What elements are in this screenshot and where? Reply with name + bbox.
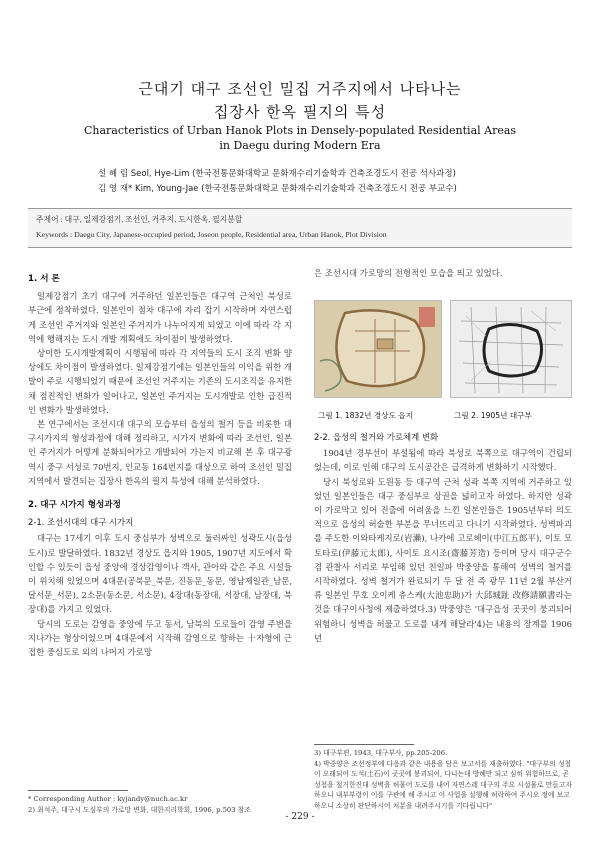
keywords-english: Keywords : Daegu City, Japanese-occupied period, Joseon people, Residential area, Urban Hanok, Plot Division bbox=[36, 230, 387, 239]
right-footnotes bbox=[314, 748, 572, 811]
paper-title-korean-line1: 근대기 대구 조선인 밀집 거주지에서 나타나는 bbox=[138, 80, 462, 98]
section-2-2-paragraph-2: 당시 북성로와 도원동 등 대구역 근처 성곽 북쪽 지역에 거주하고 있었던 일본인들은 대구 중심부로 상권을 넓히고자 하였다. 하지만 성곽이 가로막고 있어 진출에 어려움을 느낀 일본인들은 1905년부터 의도적으로 읍성의 허술한 부분을 무너뜨리고 다니기 시작하였다. 성벽파괴를 주도한 이와타케지로(岩瀨), 나카에 고로헤이(中江五郎平), 이토 모토타로(伊藤元太郎), 사이토 요시조(齋藤芳造) 등이며 당시 대구군수 겸 관찰사 서리로 부임해 있던 친일파 박중양을 통해여 성벽의 철거를 시작하였다. 성벽 철거가 완료되기 두 달 전 즉 광무 11년 2월 부산거류 일본인 무호 오이케 츄스케(大池忠助)가 大邱城趾 改修請願書라는 것을 대구이사청에 제출하였다.3) 박중양은 '대구읍성 곳곳이 붕괴되어 위험하니 성벽을 허물고 도로를 내게 해달라'4)는 내용의 장계를 1906년 bbox=[314, 476, 572, 643]
footnote-3: 3) 대구부편, 1943, 대구부사, pp.205-206. bbox=[314, 749, 448, 757]
section-2-2-heading: 2-2. 읍성의 철거와 가로체계 변화 bbox=[314, 432, 439, 442]
right-column bbox=[314, 428, 572, 645]
section-1-paragraph-2: 상이한 도시개발계획이 시행됨에 따라 각 지역들의 도시 조직 변화 양상에도 차이점이 발생하였다. 일제강점기에는 일본인들의 이익을 위한 개발이 주로 시행되었기 때문에 조선인 거주지는 기존의 도시조직을 유지한 채 점진적인 변화가 일어나고, 일본인 주거지는 도시개발로 인한 급진적인 변화가 발생하였다. bbox=[28, 348, 293, 415]
figure-2-map-image bbox=[450, 300, 572, 398]
left-column bbox=[28, 266, 292, 659]
footnote-4: 4) 박중양은 조선정부에 다음과 같은 내용을 담은 보고서를 제출하였다. "대구부의 성첩이 오래되어 도석(土石)이 곳곳에 붕괴되어, 다니는데 방해만 되고 심히 위험하므로, 곧 성첩을 철거한진대 성벽을 허물어 도로를 내어 자연스레 대구의 주요 시설물로 만들고자 하오니 내부부령이 이를 구관에 해 주시고 이 사업을 실행해 허락하여 주시오 정에 보고하오니 소상히 판단하시어 처분을 내려주시기를 기다립니다" bbox=[314, 759, 572, 810]
footnote-2: 2) 최석주, 대구시 도심부의 가로망 변화, 대한지리학회, 1996, p.503 참조 bbox=[28, 805, 251, 814]
section-2-1-paragraph-1: 대구는 17세기 이후 도시 중심부가 성벽으로 둘러싸인 성곽도시(읍성도시)로 발달하였다. 1832년 경상도 읍지와 1905, 1907년 지도에서 확인할 수 있듯이 읍성 중앙에 경상감영이나 객사, 관아와 같은 주요 시설들이 위치해 있었으며 4대문(공북문_북문, 진동문_동문, 영남제일관_남문, 달서문_서문), 2소문(동소문, 서소문), 4장대(동장대, 서장대, 남장대, 북장대)를 가지고 있었다. bbox=[28, 533, 292, 615]
keywords-korean: 주제어 : 대구, 일제강점기, 조선인, 거주지, 도시한옥, 필지분할 bbox=[36, 215, 243, 224]
right-column-intro bbox=[314, 266, 572, 280]
footnote-divider-right bbox=[314, 744, 414, 745]
figure-1-caption: 그림 1. 1832년 경상도 읍지 bbox=[318, 411, 413, 420]
author-2: 김 영 재* Kim, Young-Jae (한국전통문화대학교 문화재수리기술학과 건축조경도시 전공 부교수) bbox=[98, 184, 457, 194]
paper-title-korean-line2: 집장사 한옥 필지의 특성 bbox=[213, 103, 387, 121]
section-2-heading: 2. 대구 시가지 형성과정 bbox=[28, 500, 121, 511]
paper-title-english-line2: in Daegu during Modern Era bbox=[219, 139, 381, 152]
footnote-divider-left bbox=[28, 790, 128, 791]
figure-2-map-illustration bbox=[451, 301, 571, 397]
figure-2-caption: 그림 2. 1905년 대구부 bbox=[454, 411, 532, 420]
section-2-1-heading: 2-1. 조선시대의 대구 시가지 bbox=[28, 517, 134, 528]
corresponding-author-note: * Corresponding Author : kyjandy@nuch.ac.kr bbox=[28, 795, 188, 803]
section-1-paragraph-1: 일제강점기 초기 대구에 거주하던 일본인들은 대구역 근처인 북성로 부근에 정착하였다. 일본인이 점차 대구에 자리 잡기 시작하며 자연스럽게 조선인 주거지와 일본인 주거지가 나누어지게 되었고 이에 따라 각 지역에 행해지는 도시 개발 계획에도 차이점이 발생하였다. bbox=[28, 291, 292, 344]
figure-1-map-illustration bbox=[315, 301, 441, 397]
figure-1-map-image bbox=[314, 300, 442, 398]
keywords-box bbox=[28, 208, 572, 248]
section-1-paragraph-3: 본 연구에서는 조선시대 대구의 모습부터 읍성의 철거 등을 비롯한 대구시가지의 형성과정에 대해 정리하고, 시가지 변화에 따라 조선인, 일본인 주거지가 어떻게 분화되어가고 개발되어 가는지 비교해 본 후 대구광역시 중구 서성로 70번지, 인교동 164번지를 대상으로 하여 조선인 밀집지역에서 발견되는 집장사 한옥의 필지 특성에 대해 분석하였다. bbox=[28, 419, 292, 486]
section-2-2-paragraph-1: 1904년 경부선이 부설됨에 따라 북성로 북쪽으로 대구역이 건립되었는데, 이로 인해 대구의 도시공간은 급격하게 변화하기 시작했다. bbox=[314, 448, 572, 473]
paper-title-english-line1: Characteristics of Urban Hanok Plots in Densely-populated Residential Areas bbox=[83, 124, 517, 137]
right-intro-text: 은 조선시대 가로망의 전형적인 모습을 띄고 있었다. bbox=[314, 268, 503, 278]
section-1-heading: 1. 서 론 bbox=[28, 274, 60, 284]
author-1: 설 혜 림 Seol, Hye-Lim (한국전통문화대학교 문화재수리기술학과 건축조경도시 전공 석사과정) bbox=[98, 169, 456, 179]
page-number: - 229 - bbox=[285, 812, 315, 822]
section-2-1-paragraph-2: 당시의 도로는 감영을 중앙에 두고 동서, 남북의 도로들이 감영 주변을 지나가는 형상이었으며 4대문에서 시작해 감영으로 향하는 十자형에 근접한 중심도로 외의 나머지 가로망 bbox=[28, 618, 292, 658]
